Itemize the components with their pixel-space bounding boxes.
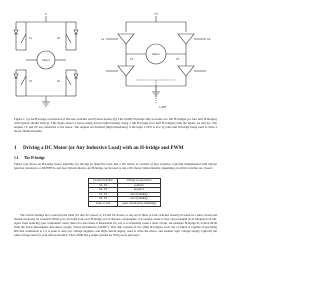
switch-label-s3: S3 <box>29 80 32 83</box>
switch-label-s4: S4 <box>57 80 60 83</box>
subsection-number: 1.1 <box>14 156 19 160</box>
subsection-heading <box>14 156 45 160</box>
section-number: 1 <box>14 145 17 151</box>
table-cell: open circuit (free-wheeling) <box>118 201 161 206</box>
pin-label-2y: 2Y <box>176 58 180 61</box>
right-motor-label: Motor <box>152 52 160 57</box>
section-heading <box>14 145 219 151</box>
pin-label-enable: 1,2EN <box>159 106 167 109</box>
switch-label-s1: S1 <box>29 37 32 40</box>
table-cell: zero (braking) <box>118 197 161 202</box>
figure-caption: Figure 1: (a) An H-bridge constructed of discrete switches and flyback diodes; (b) The L293D H-bridge chip provides two full H-bridges (or four half H-bridges) with flyback diodes built in. This figure shows a motor being driven bidirectionally using a full H-bridge (two half H-bridges) with the inputs 1A and 2A. The outputs 1Y and 2Y are connected to the motor. The outputs are disabled (high impedance) if the input 1,2EN is low. (c) One half H-bridge being used to drive a motor unidirectionally. <box>14 117 217 133</box>
table-cell: none or one <box>89 201 118 206</box>
table-cell: negative <box>118 188 161 193</box>
chip-h-bridge-diagram <box>106 16 206 104</box>
figure-1-schematics <box>6 10 225 114</box>
table-cell: S2, S3 <box>89 188 118 193</box>
table-header-closed-switches: Closed switches <box>89 179 118 184</box>
switch-label-s2: S2 <box>57 37 60 40</box>
table-cell: S1, S3 <box>89 192 118 197</box>
left-motor-label: Motor <box>42 58 50 63</box>
body-paragraph-1: Figure 1(a) shows an H-bridge motor amplifier for driving an inductive load, like a DC motor. It consists of four switches, typically implemented with bipolar junction transistors or MOSFETs, and four flyback diodes. An H-bridge can be used to run a DC motor bidirectionally, depending on which switches are closed: <box>14 162 217 170</box>
table-row <box>89 201 161 206</box>
table-header-voltage: Voltage across motor <box>118 179 161 184</box>
section-title-text: Driving a DC Motor (or Any Inductive Load) with an H-bridge and PWM <box>23 145 184 151</box>
switch-state-table <box>88 178 161 207</box>
left-supply-label: V <box>44 12 48 16</box>
pin-label-2a: 2A <box>207 38 211 41</box>
body-paragraph-2: The switch settings not covered in the table (S1 and S2 closed, or S3 and S4 closed, or any set of three or four switches closed) all result in a short circuit and should obviously be avoided! While you can build your own H-bridge out of discrete components, it is usually easier to buy one packaged in an integrated circuit. Apart from reducing your component count, these ICs also make it impossible for you to accidentally cause a short circuit. An example H-bridge IC is the L293D from the Texas Instruments data sheet, google "Texas Instruments L293D"). This chip consists of two (full) H-bridges, each one of which is capable of providing 600 mA continuous at 1.2 A peak. It uses two voltage supplies: one high-current supply, used to drive the motor, and another logic voltage supply, typically the same voltage used for your microcontroller. The L293D has a single ground for both power and logic. <box>14 213 217 237</box>
pin-label-1y: 1Y <box>130 58 134 61</box>
table-cell: positive <box>118 183 161 188</box>
subsection-title-text: The H-bridge <box>24 156 45 160</box>
table-cell: zero (braking) <box>118 192 161 197</box>
pin-label-1a: 1A <box>101 38 105 41</box>
table-cell: S1, S4 <box>89 183 118 188</box>
right-supply-label: +V <box>153 12 159 16</box>
table-cell: S2, S4 <box>89 197 118 202</box>
